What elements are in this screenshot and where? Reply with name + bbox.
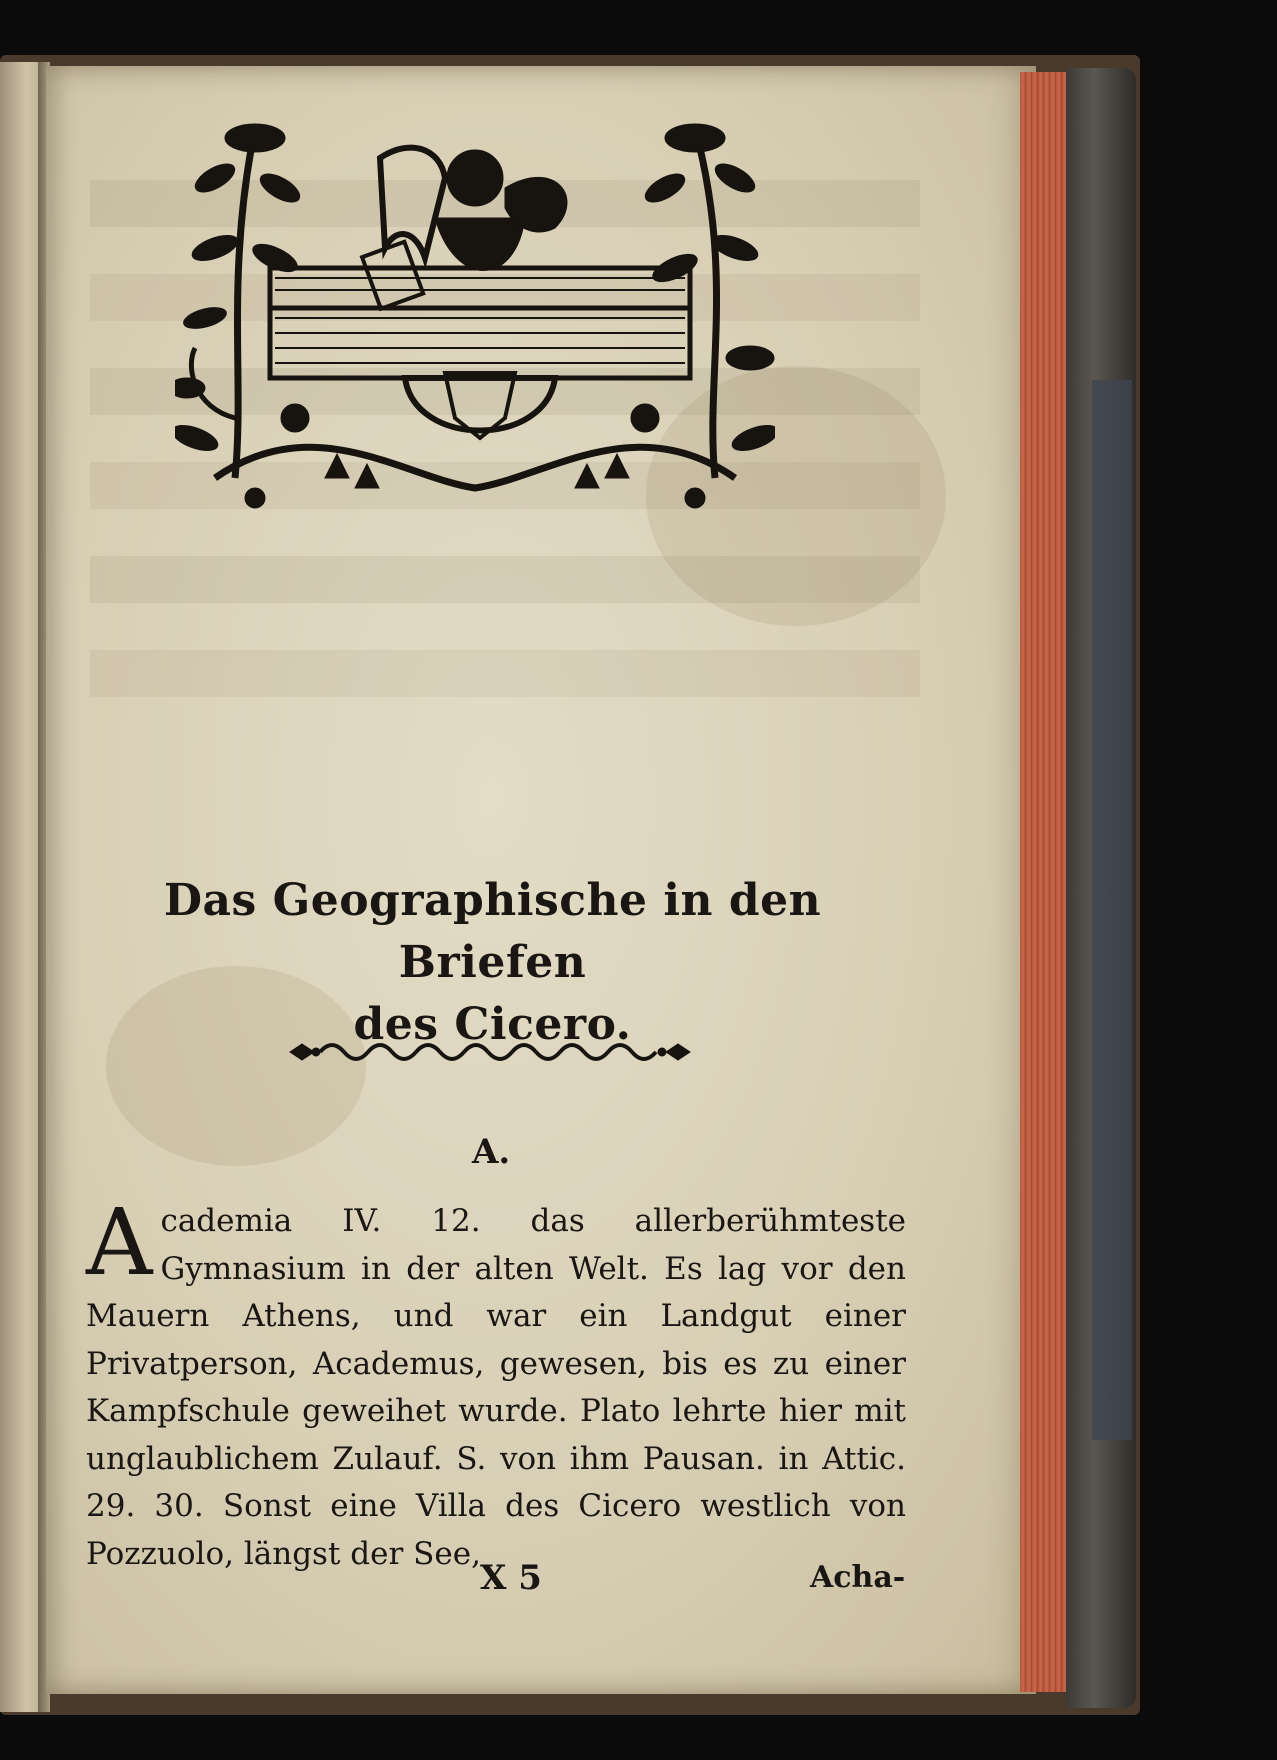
signature-mark: X 5 — [480, 1558, 542, 1598]
entry-text: cademia IV. 12. das allerberühmteste Gymnasium in der alten Welt. Es lag vor den Mauern Athens, und war ein Landgut einer Privatperson, Academus, gewesen, bis es zu einer Kampfschule geweihet wurde. Plato lehrte hier mit unglaublichem Zulauf. S. von ihm Pausan. in Attic. 29. 30. Sonst eine Villa des Cicero westlich von Pozzuolo, längst der See, — [86, 1203, 906, 1572]
chapter-title-line-2: des Cicero. — [353, 999, 632, 1050]
chapter-title — [120, 870, 865, 1056]
headpiece-vignette — [175, 118, 775, 510]
red-page-edge — [1020, 72, 1068, 1692]
catchword: Acha- — [810, 1560, 906, 1595]
spine-label — [1092, 380, 1132, 1440]
chapter-title-line-1: Das Geographische in den Briefen — [163, 875, 822, 988]
drop-cap: A — [86, 1189, 153, 1296]
section-letter: A. — [472, 1132, 511, 1172]
ornamental-rule — [280, 1032, 700, 1072]
entry-academia — [86, 1189, 906, 1578]
